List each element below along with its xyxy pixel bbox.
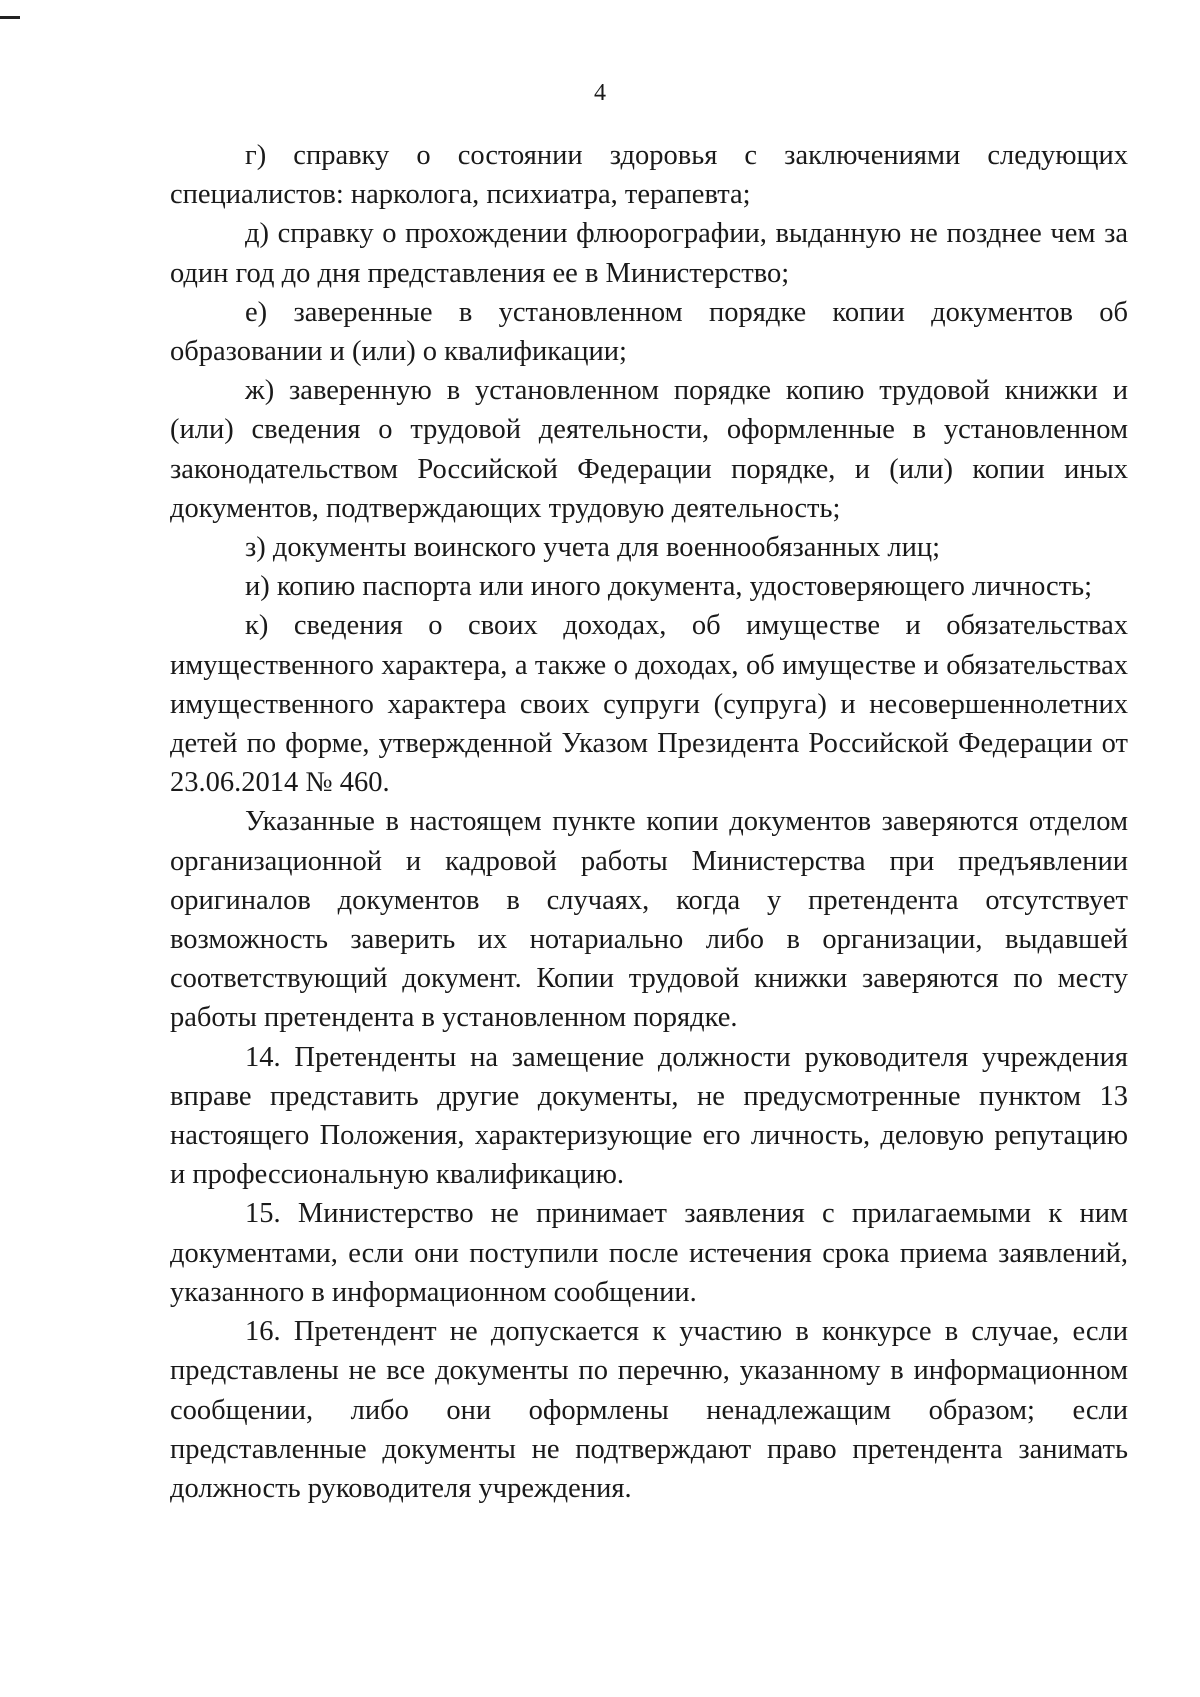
page-number: 4 bbox=[594, 80, 606, 106]
paragraph-g-health-certificate: г) справку о состоянии здоровья с заключениями следующих специалистов: нарколога, психиатра, терапевта; bbox=[170, 140, 1128, 211]
paragraph-z-military-documents: з) документы воинского учета для военнообязанных лиц; bbox=[245, 532, 941, 564]
paragraph-d-fluorography: д) справку о прохождении флюорографии, выданную не позднее чем за один год до дня представления ее в Министерство; bbox=[170, 218, 1128, 289]
paragraph-zh-employment-record: ж) заверенную в установленном порядке копию трудовой книжки и (или) сведения о трудовой деятельности, оформленные в установленном законодательством Российской Федерации порядке, и (или) копии иных документов, подтверждающих трудовую деятельность; bbox=[170, 375, 1128, 524]
paragraph-k-income-declaration: к) сведения о своих доходах, об имуществе и обязательствах имущественного характера, а также о доходах, об имуществе и обязательствах имущественного характера своих супруги (супруга) и несовершеннолетних детей по форме, утвержденной Указом Президента Российской Федерации от 23.06.2014 № 460. bbox=[170, 610, 1128, 799]
scan-edge-mark bbox=[0, 16, 20, 19]
paragraph-copies-certification: Указанные в настоящем пункте копии документов заверяются отделом организационной и кадровой работы Министерства при предъявлении оригиналов документов в случаях, когда у претендента отсутствует возможность заверить их нотариально либо в организации, выдавшей соответствующий документ. Копии трудовой книжки заверяются по месту работы претендента в установленном порядке. bbox=[170, 806, 1128, 1034]
paragraph-15-late-applications: 15. Министерство не принимает заявления с прилагаемыми к ним документами, если они поступили после истечения срока приема заявлений, указанного в информационном сообщении. bbox=[170, 1198, 1128, 1308]
paragraph-e-education-documents: е) заверенные в установленном порядке копии документов об образовании и (или) о квалификации; bbox=[170, 296, 1128, 368]
document-body bbox=[170, 136, 1128, 1508]
paragraph-16-admission-refusal: 16. Претендент не допускается к участию в конкурсе в случае, если представлены не все документы по перечню, указанному в информационном сообщении, либо они оформлены ненадлежащим образом; если представленные документы не подтверждают право претендента занимать должность руководителя учреждения. bbox=[170, 1316, 1128, 1504]
paragraph-i-passport: и) копию паспорта или иного документа, удостоверяющего личность; bbox=[245, 571, 1093, 603]
paragraph-14-additional-documents: 14. Претенденты на замещение должности руководителя учреждения вправе представить другие документы, не предусмотренные пунктом 13 настоящего Положения, характеризующие его личность, деловую репутацию и профессиональную квалификацию. bbox=[170, 1041, 1128, 1191]
